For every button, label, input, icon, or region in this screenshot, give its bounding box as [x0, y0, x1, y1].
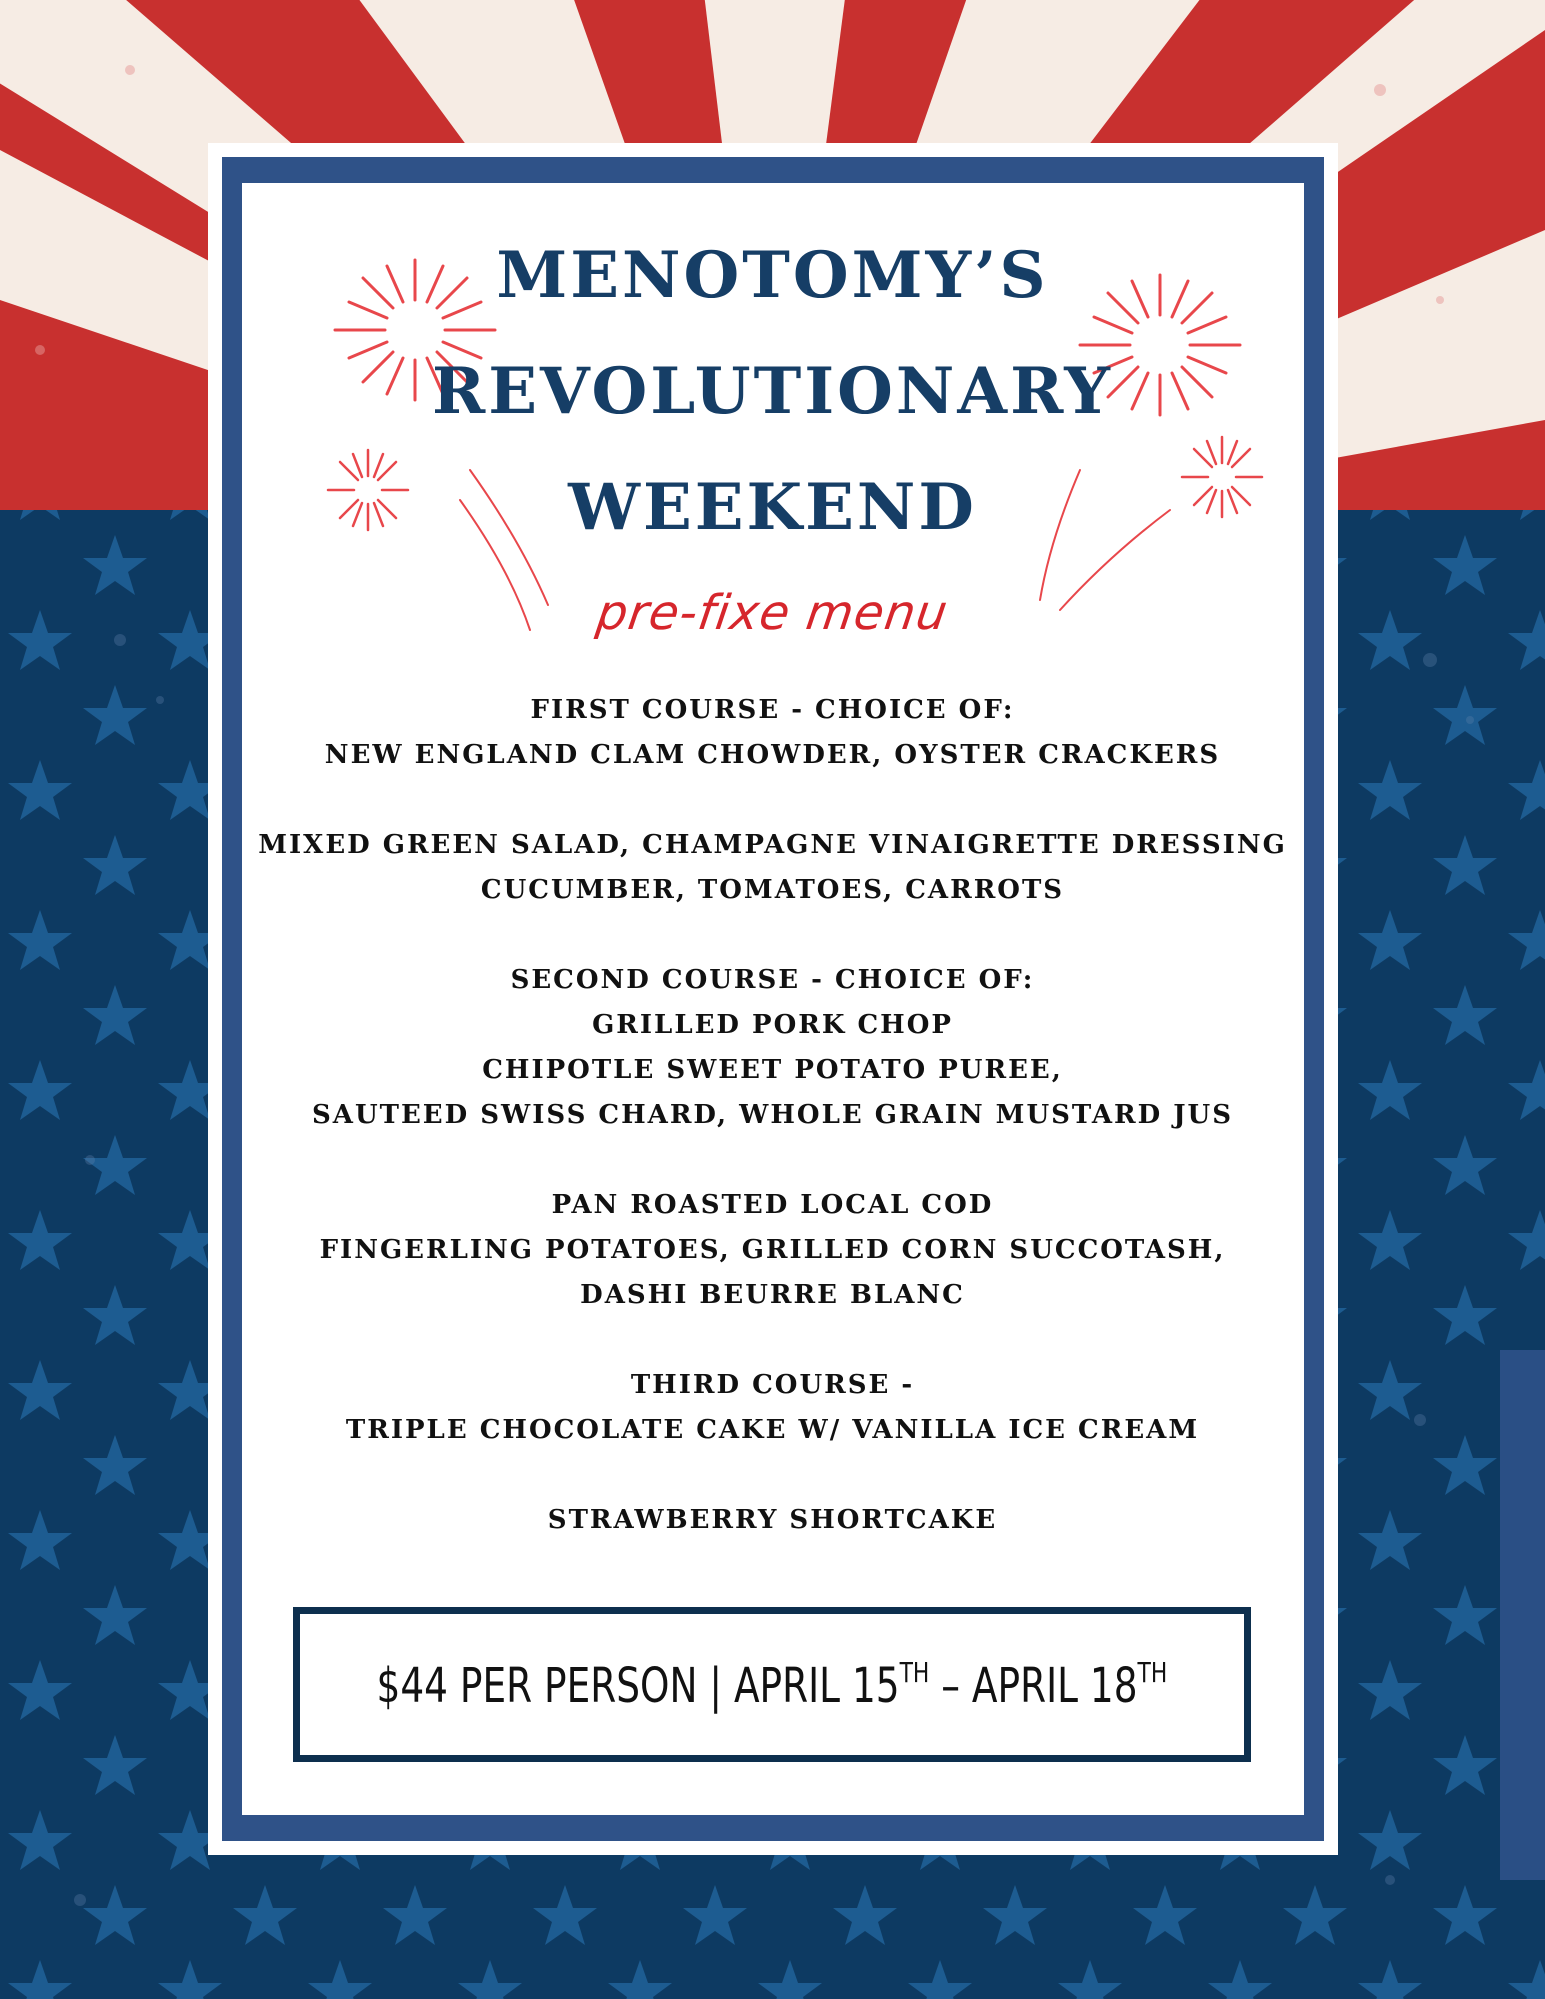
menu-subtitle: pre-fixe menu [593, 585, 952, 641]
menu-item: NEW ENGLAND CLAM CHOWDER, OYSTER CRACKERS [324, 740, 1221, 770]
menu-item: GRILLED PORK CHOP [592, 1010, 953, 1040]
price-part-1: $44 PER PERSON | APRIL 15 [376, 1657, 900, 1714]
menu-item: STRAWBERRY SHORTCAKE [547, 1505, 998, 1535]
menu-item: TRIPLE CHOCOLATE CAKE W/ VANILLA ICE CREAM [345, 1415, 1200, 1445]
menu-item-detail: DASHI BEURRE BLANC [580, 1280, 965, 1310]
spacer [230, 1453, 1315, 1498]
menu-item-detail: CUCUMBER, TOMATOES, CARROTS [480, 875, 1065, 905]
menu-item: PAN ROASTED LOCAL COD [551, 1190, 994, 1220]
spacer [230, 1318, 1315, 1363]
first-course-heading: FIRST COURSE - CHOICE OF: [530, 695, 1015, 725]
second-course-heading: SECOND COURSE - CHOICE OF: [510, 965, 1035, 995]
price-text [377, 1656, 1168, 1714]
menu-item-detail: SAUTEED SWISS CHARD, WHOLE GRAIN MUSTARD JUS [312, 1100, 1233, 1130]
title-line-3: WEEKEND [568, 470, 977, 545]
menu-item-detail: FINGERLING POTATOES, GRILLED CORN SUCCOTASH, [319, 1235, 1226, 1265]
menu-list [230, 688, 1315, 1543]
ordinal-suffix-1: TH [899, 1655, 930, 1689]
title-line-1: MENOTOMY’S [496, 238, 1049, 313]
ordinal-suffix-2: TH [1137, 1655, 1168, 1689]
spacer [230, 913, 1315, 958]
spacer [230, 778, 1315, 823]
menu-item-detail: CHIPOTLE SWEET POTATO PUREE, [482, 1055, 1063, 1085]
third-course-heading: THIRD COURSE - [630, 1370, 915, 1400]
menu-item: MIXED GREEN SALAD, CHAMPAGNE VINAIGRETTE DRESSING [258, 830, 1287, 860]
price-box [293, 1607, 1251, 1762]
spacer [230, 1138, 1315, 1183]
page-title [230, 238, 1315, 545]
title-line-2: REVOLUTIONARY [432, 354, 1113, 429]
price-part-2: – APRIL 18 [929, 1657, 1138, 1714]
